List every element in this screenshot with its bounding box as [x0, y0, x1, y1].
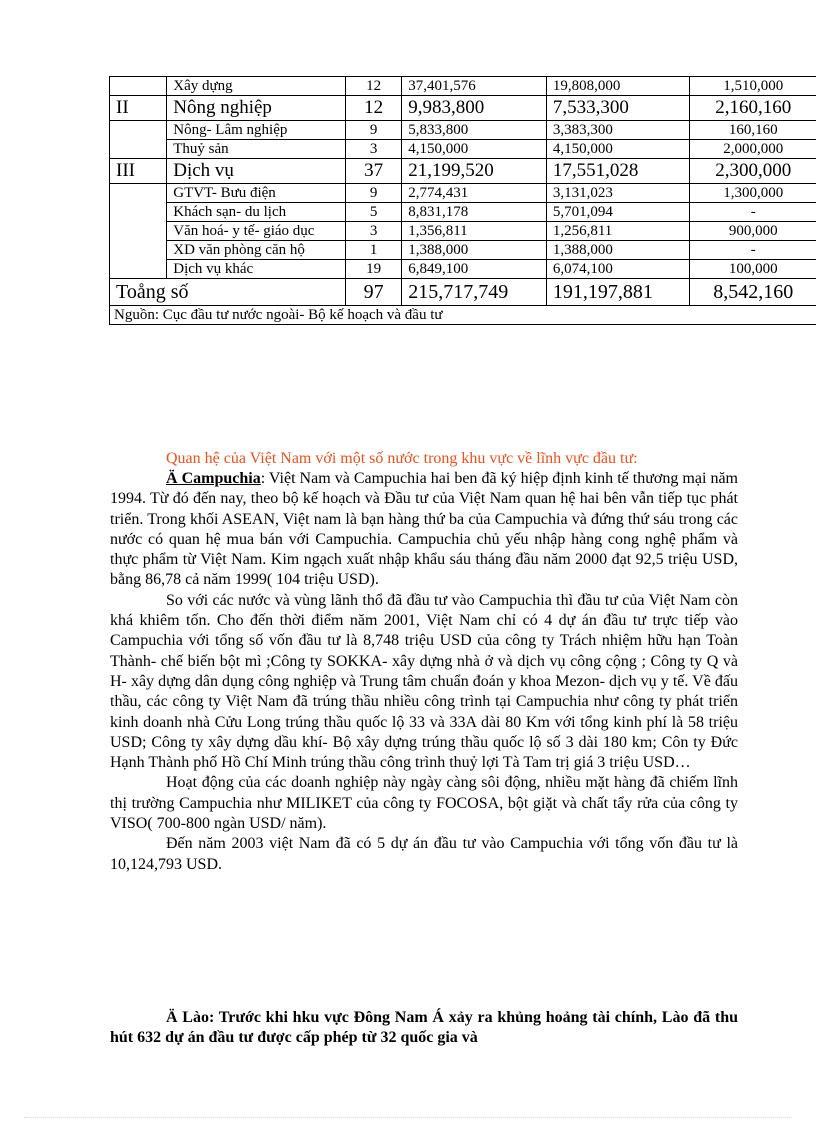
section-title: Quan hệ của Việt Nam với một số nước trong khu vực về lĩnh vực đầu tư:	[166, 450, 638, 467]
total-projects: 97	[345, 279, 401, 306]
total-label: Toång số	[110, 279, 346, 306]
project-count: 3	[345, 140, 401, 159]
cambodia-section	[110, 469, 738, 875]
group-number	[110, 77, 167, 96]
legal-capital: 4,150,000	[546, 140, 690, 159]
project-count: 12	[345, 96, 401, 121]
table-row	[110, 184, 816, 203]
registered-capital: 1,388,000	[402, 241, 547, 260]
legal-capital: 6,074,100	[546, 260, 690, 279]
implemented-capital: 2,300,000	[690, 159, 816, 184]
table-row	[110, 96, 816, 121]
sector-name: Dịch vụ	[167, 159, 346, 184]
registered-capital: 37,401,576	[402, 77, 547, 96]
cambodia-lead: Ä Campuchia	[166, 470, 261, 487]
implemented-capital: 1,510,000	[690, 77, 816, 96]
registered-capital: 9,983,800	[402, 96, 547, 121]
project-count: 9	[345, 121, 401, 140]
sector-name: GTVT- Bưu điện	[167, 184, 346, 203]
sector-name: Xây dựng	[167, 77, 346, 96]
table-row	[110, 77, 816, 96]
table-row	[110, 241, 816, 260]
project-count: 37	[345, 159, 401, 184]
legal-capital: 17,551,028	[546, 159, 690, 184]
page-divider	[24, 1117, 792, 1118]
sector-name: Khách sạn- du lịch	[167, 203, 346, 222]
project-count: 19	[345, 260, 401, 279]
sector-name: Văn hoá- y tế- giáo dục	[167, 222, 346, 241]
group-number: III	[110, 159, 167, 184]
table-row	[110, 140, 816, 159]
total-legal: 191,197,881	[546, 279, 690, 306]
laos-paragraph-1: Ä Lào: Trước khi hku vực Đông Nam Á xảy ra khủng hoảng tài chính, Lào đã thu hút 632 dự án đầu tư được cấp phép từ 32 quốc gia và	[110, 1009, 738, 1047]
implemented-capital: -	[690, 241, 816, 260]
registered-capital: 6,849,100	[402, 260, 547, 279]
legal-capital: 1,256,811	[546, 222, 690, 241]
project-count: 1	[345, 241, 401, 260]
registered-capital: 2,774,431	[402, 184, 547, 203]
cambodia-paragraph-2: So với các nước và vùng lãnh thổ đã đầu tư vào Campuchia thì đầu tư của Việt Nam còn khá khiêm tốn. Cho đến thời điểm năm 2001, Việt Nam chỉ có 4 dự án đầu tư trực tiếp vào Campuchia với tổng số vốn đầu tư là 8,748 triệu USD của công ty Trách nhiệm hữu hạn Toàn Thành- chế biến bột mì ;Công ty SOKKA- xây dựng nhà ở và dịch vụ công cộng ; Công ty Q và H- xây dựng dân dụng công nghiệp và Trung tâm chuẩn đoán y khoa Mezon- dịch vụ y tế. Về đấu thầu, các công ty Việt Nam đã trúng thầu nhiều công trình tại Campuchia như công ty phát triển kinh doanh nhà Cửu Long trúng thầu quốc lộ 33 và 33A dài 80 Km với tổng kinh phí là 58 triệu USD; Công ty xây dựng dầu khí- Bộ xây dựng trúng thầu quốc lộ số 3 dài 180 km; Côn ty Đức Hạnh Thành phố Hồ Chí Minh trúng thầu công trình thuỷ lợi Tà Tam trị giá 3 triệu USD…	[110, 591, 738, 772]
laos-section	[110, 1008, 738, 1049]
group-number	[110, 121, 167, 159]
source-note: Nguồn: Cục đầu tư nước ngoài- Bộ kế hoạch và đầu tư	[110, 306, 816, 325]
table-row	[110, 159, 816, 184]
total-capital: 215,717,749	[402, 279, 547, 306]
legal-capital: 3,383,300	[546, 121, 690, 140]
table-row	[110, 203, 816, 222]
table-row	[110, 260, 816, 279]
registered-capital: 8,831,178	[402, 203, 547, 222]
legal-capital: 3,131,023	[546, 184, 690, 203]
legal-capital: 1,388,000	[546, 241, 690, 260]
sector-name: Thuỷ sản	[167, 140, 346, 159]
implemented-capital: 2,000,000	[690, 140, 816, 159]
implemented-capital: 900,000	[690, 222, 816, 241]
sector-name: Nông nghiệp	[167, 96, 346, 121]
source-row	[110, 306, 816, 325]
project-count: 5	[345, 203, 401, 222]
implemented-capital: -	[690, 203, 816, 222]
implemented-capital: 100,000	[690, 260, 816, 279]
group-number: II	[110, 96, 167, 121]
investment-table	[109, 76, 816, 325]
legal-capital: 5,701,094	[546, 203, 690, 222]
cambodia-paragraph-4: Đến năm 2003 việt Nam đã có 5 dự án đầu tư vào Campuchia với tổng vốn đầu tư là 10,124,793 USD.	[110, 835, 738, 873]
sector-name: XD văn phòng căn hộ	[167, 241, 346, 260]
sector-name: Dịch vụ khác	[167, 260, 346, 279]
registered-capital: 21,199,520	[402, 159, 547, 184]
project-count: 12	[345, 77, 401, 96]
table-row	[110, 121, 816, 140]
registered-capital: 4,150,000	[402, 140, 547, 159]
project-count: 9	[345, 184, 401, 203]
cambodia-paragraph-1	[110, 469, 738, 591]
cambodia-p1-text: : Việt Nam và Campuchia hai ben đã ký hiệp định kinh tế thương mại năm 1994. Từ đó đến nay, theo bộ kế hoạch và Đầu tư của Việt Nam quan hệ hai bên vẫn tiếp tục phát triển. Trong khối ASEAN, Việt nam là bạn hàng thứ ba của Campuchia và đứng thứ sáu trong các nước có quan hệ mua bán với Campuchia. Campuchia chủ yếu nhập hàng cong nghệ phẩm và thực phẩm từ Việt Nam. Kim ngạch xuất nhập khẩu sáu tháng đầu năm 2000 đạt 92,5 triệu USD, bằng 86,78 cả năm 1999( 104 triệu USD).	[110, 470, 738, 589]
sector-name: Nông- Lâm nghiệp	[167, 121, 346, 140]
total-row	[110, 279, 816, 306]
table-row	[110, 222, 816, 241]
legal-capital: 7,533,300	[546, 96, 690, 121]
registered-capital: 5,833,800	[402, 121, 547, 140]
registered-capital: 1,356,811	[402, 222, 547, 241]
implemented-capital: 1,300,000	[690, 184, 816, 203]
project-count: 3	[345, 222, 401, 241]
implemented-capital: 160,160	[690, 121, 816, 140]
implemented-capital: 2,160,160	[690, 96, 816, 121]
group-number	[110, 184, 167, 279]
total-implemented: 8,542,160	[690, 279, 816, 306]
cambodia-paragraph-3: Hoạt động của các doanh nghiệp này ngày càng sôi động, nhiều mặt hàng đã chiếm lĩnh thị trường Campuchia như MILIKET của công ty FOCOSA, bột giặt và chất tẩy rửa của công ty VISO( 700-800 ngàn USD/ năm).	[110, 774, 738, 833]
legal-capital: 19,808,000	[546, 77, 690, 96]
